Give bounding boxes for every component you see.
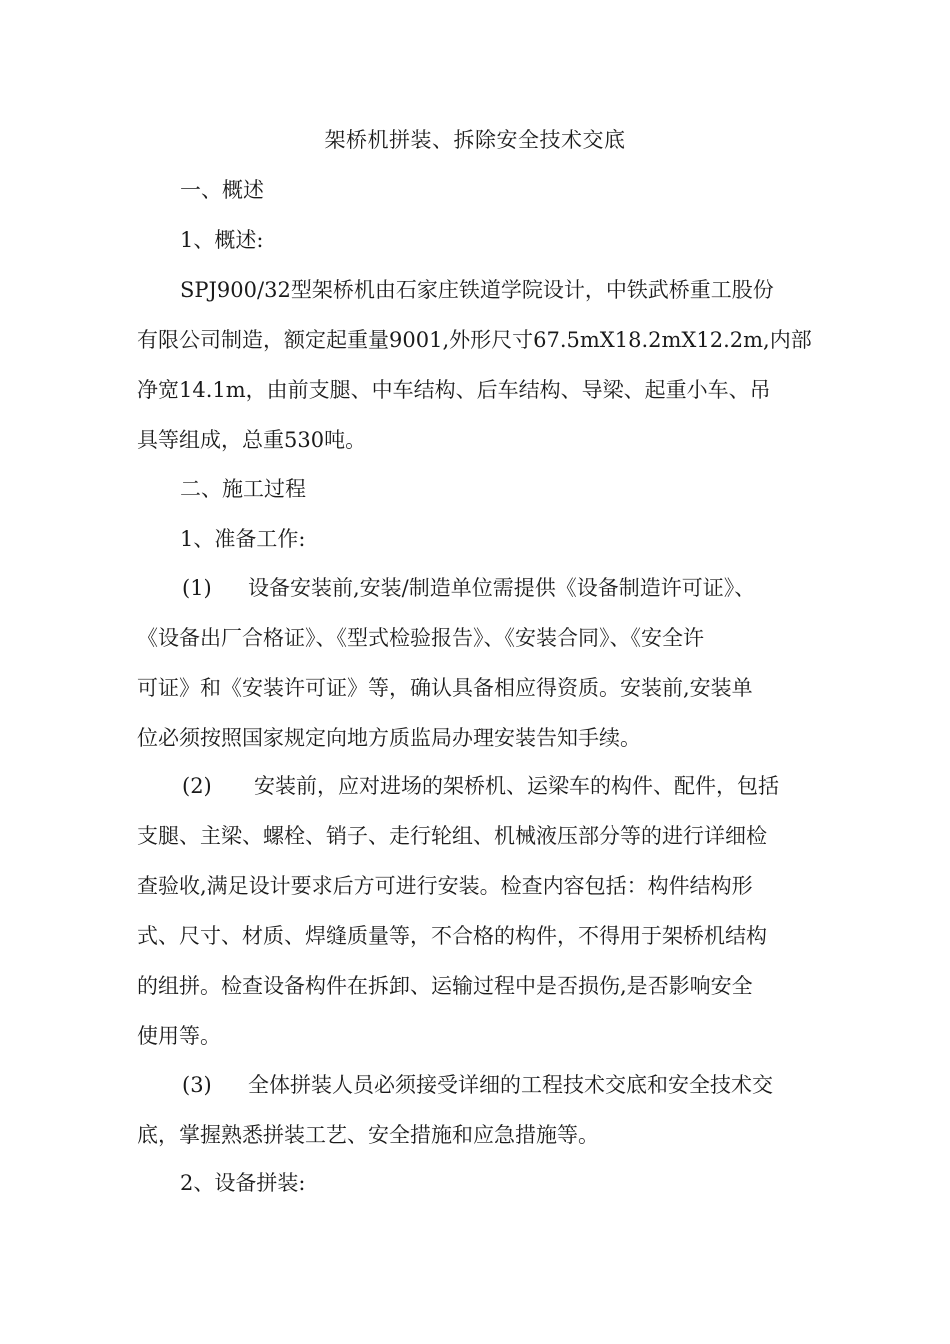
paragraph-line: 全体拼装人员必须接受详细的工程技术交底和安全技术交 [248,1073,773,1097]
paragraph-line: 查验收,满足设计要求后方可进行安装。检查内容包括：构件结构形 [137,874,753,898]
paragraph-line: 式、尺寸、材质、焊缝质量等，不合格的构件，不得用于架桥机结构 [137,924,767,948]
item-number: (1) [182,576,212,600]
item-2-paragraph [137,761,813,1061]
item-3-paragraph [137,1060,813,1160]
paragraph-line: 有限公司制造，额定起重量9001,外形尺寸67.5mX18.2mX12.2m,内部 [137,328,812,352]
subsection-heading-overview: 1、概述: [180,228,264,252]
paragraph-line: SPJ900/32型架桥机由石家庄铁道学院设计，中铁武桥重工股份 [180,278,774,302]
subsection-heading-assembly: 2、设备拼装: [180,1171,306,1195]
paragraph-line: 位必须按照国家规定向地方质监局办理安装告知手续。 [137,726,641,750]
section-heading-overview: 一、概述 [180,178,264,202]
paragraph-line: 具等组成，总重530吨。 [137,428,367,452]
overview-paragraph [137,265,813,465]
paragraph-line: 底，掌握熟悉拼装工艺、安全措施和应急措施等。 [137,1123,599,1147]
paragraph-line: 设备安装前,安装/制造单位需提供《设备制造许可证》、 [248,576,756,600]
paragraph-line: 的组拼。检查设备构件在拆卸、运输过程中是否损伤,是否影响安全 [137,974,753,998]
paragraph-line: 支腿、主梁、螺栓、销子、走行轮组、机械液压部分等的进行详细检 [137,824,767,848]
paragraph-line: 安装前，应对进场的架桥机、运梁车的构件、配件，包括 [254,774,779,798]
paragraph-line: 可证》和《安装许可证》等，确认具备相应得资质。安装前,安装单 [137,676,753,700]
item-number: (3) [182,1073,212,1097]
item-1-paragraph [137,563,813,763]
section-heading-construction: 二、施工过程 [180,477,306,501]
document-title: 架桥机拼装、拆除安全技术交底 [324,128,626,152]
paragraph-line: 使用等。 [137,1024,221,1048]
item-number: (2) [182,774,212,798]
paragraph-line: 净宽14.1m，由前支腿、中车结构、后车结构、导梁、起重小车、吊 [137,378,771,402]
paragraph-line: 《设备出厂合格证》、《型式检验报告》、《安装合同》、《安全许 [137,626,704,650]
subsection-heading-preparation: 1、准备工作: [180,527,306,551]
